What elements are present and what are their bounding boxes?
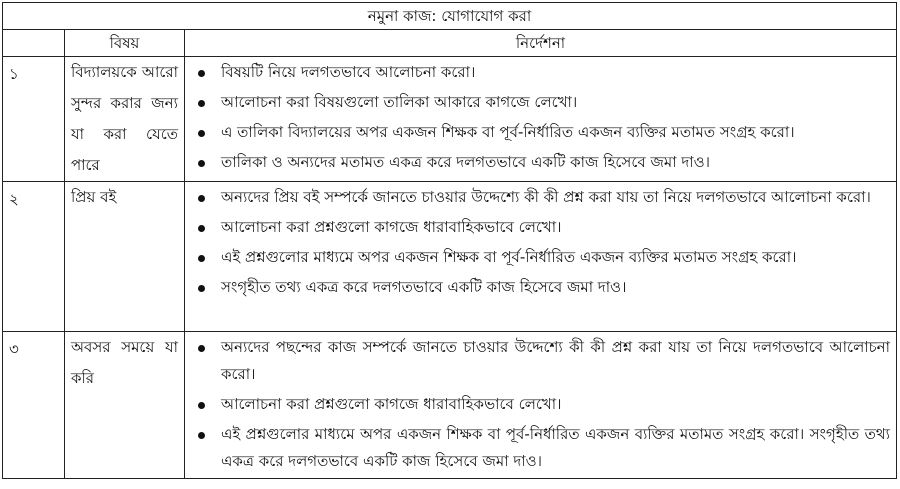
list-item-text: অন্যদের পছন্দের কাজ সম্পর্কে জানতে চাওয়ার উদ্দেশ্যে কী কী প্রশ্ন করা যায় তা নিয়ে দলগতভাবে আলোচনা করো। [221, 338, 890, 383]
list-item [185, 244, 890, 271]
table-row [3, 332, 897, 479]
list-item-text: অন্যদের প্রিয় বই সম্পর্কে জানতে চাওয়ার উদ্দেশ্যে কী কী প্রশ্ন করা যায় তা নিয়ে দলগতভাবে আলোচনা করো। [221, 188, 871, 206]
list-item [185, 214, 890, 241]
bullet-icon [198, 285, 205, 292]
table-title: নমুনা কাজ: যোগাযোগ করা [3, 3, 897, 30]
list-item-text: তালিকা ও অন্যদের মতামত একত্র করে দলগতভাবে একটি কাজ হিসেবে জমা দাও। [221, 153, 710, 171]
header-number [3, 30, 65, 57]
row-number: ৩ [3, 332, 65, 479]
list-item [185, 334, 890, 388]
bullet-icon [198, 345, 205, 352]
header-instruction: নির্দেশনা [185, 30, 897, 57]
instruction-list [185, 184, 890, 301]
row-number: ২ [3, 182, 65, 332]
list-item-text: এই প্রশ্নগুলোর মাধ্যমে অপর একজন শিক্ষক বা পূর্ব-নির্ধারিত একজন ব্যক্তির মতামত সংগ্রহ করো। সংগৃহীত তথ্য একত্র করে দলগতভাবে একটি কাজ হিসেবে জমা দাও। [221, 425, 890, 470]
title-row [3, 3, 897, 30]
table-row [3, 182, 897, 332]
list-item-text: এ তালিকা বিদ্যালয়ের অপর একজন শিক্ষক বা পূর্ব-নির্ধারিত একজন ব্যক্তির মতামত সংগ্রহ করো। [221, 123, 795, 141]
row-number: ১ [3, 57, 65, 182]
header-row [3, 30, 897, 57]
header-topic: বিষয় [65, 30, 185, 57]
list-item-text: বিষয়টি নিয়ে দলগতভাবে আলোচনা করো। [221, 63, 476, 81]
bullet-icon [198, 225, 205, 232]
row-instructions [185, 57, 897, 182]
list-item-text: আলোচনা করা প্রশ্নগুলো কাগজে ধারাবাহিকভাবে লেখো। [221, 395, 562, 413]
list-item-text: আলোচনা করা প্রশ্নগুলো কাগজে ধারাবাহিকভাবে লেখো। [221, 218, 562, 236]
list-item-text: এই প্রশ্নগুলোর মাধ্যমে অপর একজন শিক্ষক বা পূর্ব-নির্ধারিত একজন ব্যক্তির মতামত সংগ্রহ করো। [221, 248, 797, 266]
bullet-icon [198, 100, 205, 107]
list-item [185, 59, 890, 86]
row-topic: অবসর সময়ে যা করি [65, 332, 185, 479]
document-page [2, 2, 897, 479]
list-item [185, 391, 890, 418]
instruction-list [185, 59, 890, 176]
bullet-icon [198, 432, 205, 439]
list-item-text: সংগৃহীত তথ্য একত্র করে দলগতভাবে একটি কাজ হিসেবে জমা দাও। [221, 278, 627, 296]
bullet-icon [198, 160, 205, 167]
list-item-text: আলোচনা করা বিষয়গুলো তালিকা আকারে কাগজে লেখো। [221, 93, 578, 111]
list-item [185, 274, 890, 301]
row-instructions [185, 182, 897, 332]
list-item [185, 421, 890, 475]
list-item [185, 184, 890, 211]
table-row [3, 57, 897, 182]
bullet-icon [198, 130, 205, 137]
row-topic: প্রিয় বই [65, 182, 185, 332]
activity-table [2, 2, 897, 479]
bullet-icon [198, 195, 205, 202]
bullet-icon [198, 70, 205, 77]
row-topic: বিদ্যালয়কে আরো সুন্দর করার জন্য যা করা যেতে পারে [65, 57, 185, 182]
instruction-list [185, 334, 890, 475]
bullet-icon [198, 402, 205, 409]
bullet-icon [198, 255, 205, 262]
list-item [185, 89, 890, 116]
list-item [185, 119, 890, 146]
list-item [185, 149, 890, 176]
row-instructions [185, 332, 897, 479]
